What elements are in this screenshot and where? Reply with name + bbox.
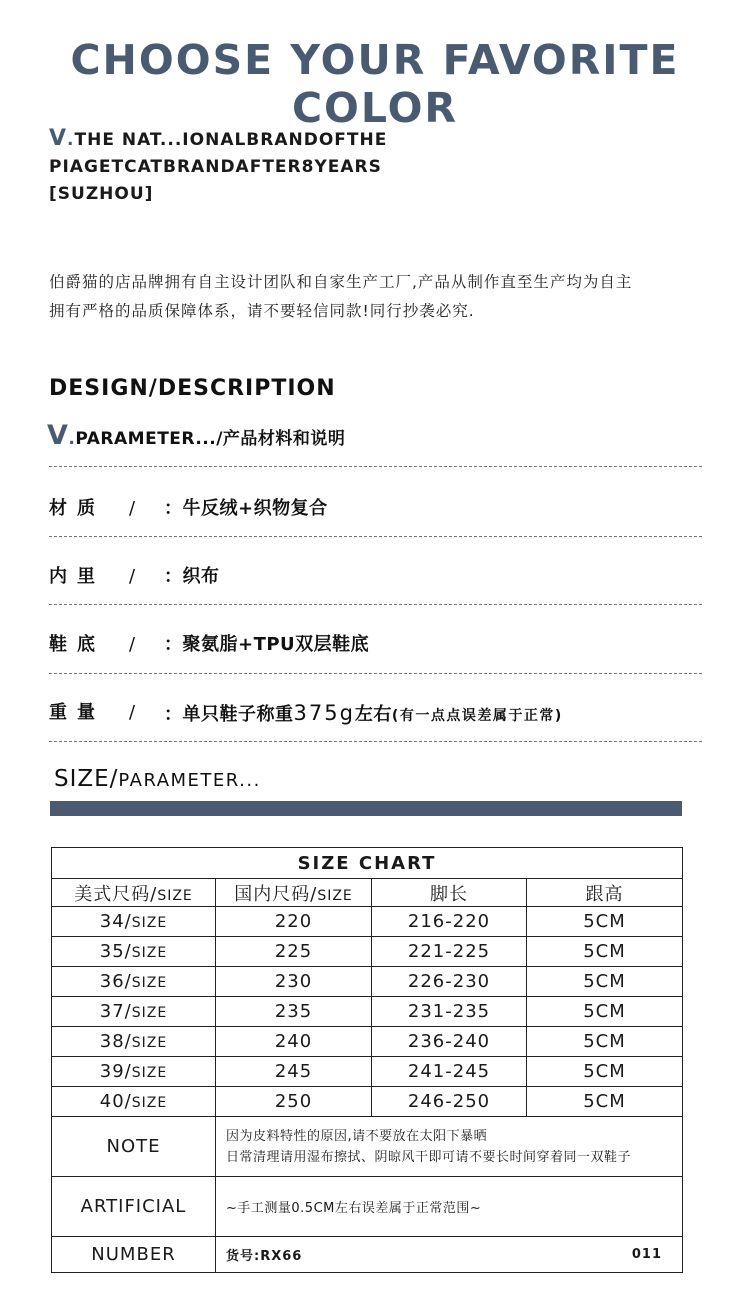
divider bbox=[49, 604, 702, 605]
cell-foot-length: 216-220 bbox=[372, 907, 527, 937]
header-us-size: 美式尺码/SIZE bbox=[52, 879, 216, 907]
brand-line-1: V.THE NAT...IONALBRANDOFTHE bbox=[49, 126, 388, 151]
parameter-heading bbox=[47, 420, 345, 451]
size-chart-header-row bbox=[52, 879, 683, 907]
cell-heel-height: 5CM bbox=[527, 1057, 683, 1087]
brand-line-3: [SUZHOU] bbox=[49, 184, 154, 204]
table-row bbox=[52, 1087, 683, 1117]
cell-foot-length: 226-230 bbox=[372, 967, 527, 997]
param-value: ：单只鞋子称重375g左右(有一点点误差属于正常) bbox=[164, 701, 563, 725]
cell-us-size: 36/SIZE bbox=[52, 967, 216, 997]
v-mark: V bbox=[49, 126, 68, 151]
cell-cn-size: 230 bbox=[216, 967, 372, 997]
note-label: NOTE bbox=[52, 1117, 216, 1177]
cell-foot-length: 231-235 bbox=[372, 997, 527, 1027]
cell-heel-height: 5CM bbox=[527, 967, 683, 997]
cell-heel-height: 5CM bbox=[527, 937, 683, 967]
cell-us-size: 39/SIZE bbox=[52, 1057, 216, 1087]
artificial-row bbox=[52, 1177, 683, 1237]
param-slash: / bbox=[129, 498, 136, 519]
param-slash: / bbox=[129, 702, 136, 723]
note-text: 因为皮料特性的原因,请不要放在太阳下暴晒 日常清理请用湿布擦拭、阴晾风干即可请不要长时间穿着同一双鞋子 bbox=[216, 1117, 683, 1177]
page-title: CHOOSE YOUR FAVORITE COLOR bbox=[70, 36, 680, 132]
table-row bbox=[52, 907, 683, 937]
cell-us-size: 40/SIZE bbox=[52, 1087, 216, 1117]
header-foot-length: 脚长 bbox=[372, 879, 527, 907]
artificial-text: ~手工测量0.5CM左右误差属于正常范围~ bbox=[216, 1177, 683, 1237]
size-chart-table bbox=[51, 847, 683, 1273]
cell-us-size: 38/SIZE bbox=[52, 1027, 216, 1057]
artificial-label: ARTIFICIAL bbox=[52, 1177, 216, 1237]
brand-line-2: PIAGETCATBRANDAFTER8YEARS bbox=[49, 157, 382, 177]
intro-line-1: 伯爵猫的店品牌拥有自主设计团队和自家生产工厂,产品从制作直至生产均为自主 bbox=[49, 273, 633, 291]
table-row bbox=[52, 937, 683, 967]
cell-heel-height: 5CM bbox=[527, 1087, 683, 1117]
divider bbox=[49, 741, 702, 742]
number-row bbox=[52, 1237, 683, 1273]
param-value: ：牛反绒+织物复合 bbox=[164, 498, 328, 519]
cell-cn-size: 250 bbox=[216, 1087, 372, 1117]
header-heel-height: 跟高 bbox=[527, 879, 683, 907]
number-label: NUMBER bbox=[52, 1237, 216, 1273]
cell-cn-size: 225 bbox=[216, 937, 372, 967]
cell-cn-size: 220 bbox=[216, 907, 372, 937]
size-chart-caption: SIZE CHART bbox=[52, 848, 683, 879]
number-value bbox=[216, 1237, 683, 1273]
v-dot: . bbox=[68, 429, 76, 449]
cell-heel-height: 5CM bbox=[527, 997, 683, 1027]
item-code: 011 bbox=[631, 1247, 662, 1262]
cell-foot-length: 241-245 bbox=[372, 1057, 527, 1087]
weight-note: (有一点点误差属于正常) bbox=[391, 708, 563, 724]
intro-paragraph bbox=[49, 268, 709, 326]
param-key: 内里 bbox=[49, 566, 105, 587]
cell-us-size: 35/SIZE bbox=[52, 937, 216, 967]
v-dot: . bbox=[67, 130, 75, 150]
cell-cn-size: 235 bbox=[216, 997, 372, 1027]
param-value: ：聚氨脂+TPU双层鞋底 bbox=[164, 634, 370, 655]
param-value: ：织布 bbox=[164, 566, 220, 587]
header-cn-size: 国内尺码/SIZE bbox=[216, 879, 372, 907]
size-accent-bar bbox=[50, 801, 682, 816]
param-key: 重量 bbox=[49, 702, 105, 723]
cell-cn-size: 245 bbox=[216, 1057, 372, 1087]
param-key: 鞋底 bbox=[49, 634, 105, 655]
weight-amount: 375g bbox=[293, 701, 355, 725]
cell-foot-length: 236-240 bbox=[372, 1027, 527, 1057]
note-row bbox=[52, 1117, 683, 1177]
cell-foot-length: 221-225 bbox=[372, 937, 527, 967]
parameter-label: PARAMETER.../产品材料和说明 bbox=[75, 429, 346, 449]
cell-heel-height: 5CM bbox=[527, 1027, 683, 1057]
item-number: 货号:RX66 bbox=[226, 1249, 303, 1264]
divider bbox=[49, 536, 702, 537]
intro-line-2: 拥有严格的品质保障体系，请不要轻信同款!同行抄袭必究. bbox=[49, 302, 475, 320]
divider bbox=[49, 466, 702, 467]
divider bbox=[49, 673, 702, 674]
param-key: 材质 bbox=[49, 498, 105, 519]
cell-us-size: 37/SIZE bbox=[52, 997, 216, 1027]
brand-statement bbox=[49, 125, 387, 208]
param-slash: / bbox=[129, 634, 136, 655]
table-row bbox=[52, 967, 683, 997]
table-row bbox=[52, 1057, 683, 1087]
design-heading: DESIGN/DESCRIPTION bbox=[49, 376, 336, 401]
size-heading: SIZE/PARAMETER... bbox=[54, 766, 261, 792]
table-row bbox=[52, 1027, 683, 1057]
cell-heel-height: 5CM bbox=[527, 907, 683, 937]
cell-cn-size: 240 bbox=[216, 1027, 372, 1057]
v-mark: V bbox=[47, 420, 69, 451]
param-slash: / bbox=[129, 566, 136, 587]
cell-us-size: 34/SIZE bbox=[52, 907, 216, 937]
cell-foot-length: 246-250 bbox=[372, 1087, 527, 1117]
table-row bbox=[52, 997, 683, 1027]
